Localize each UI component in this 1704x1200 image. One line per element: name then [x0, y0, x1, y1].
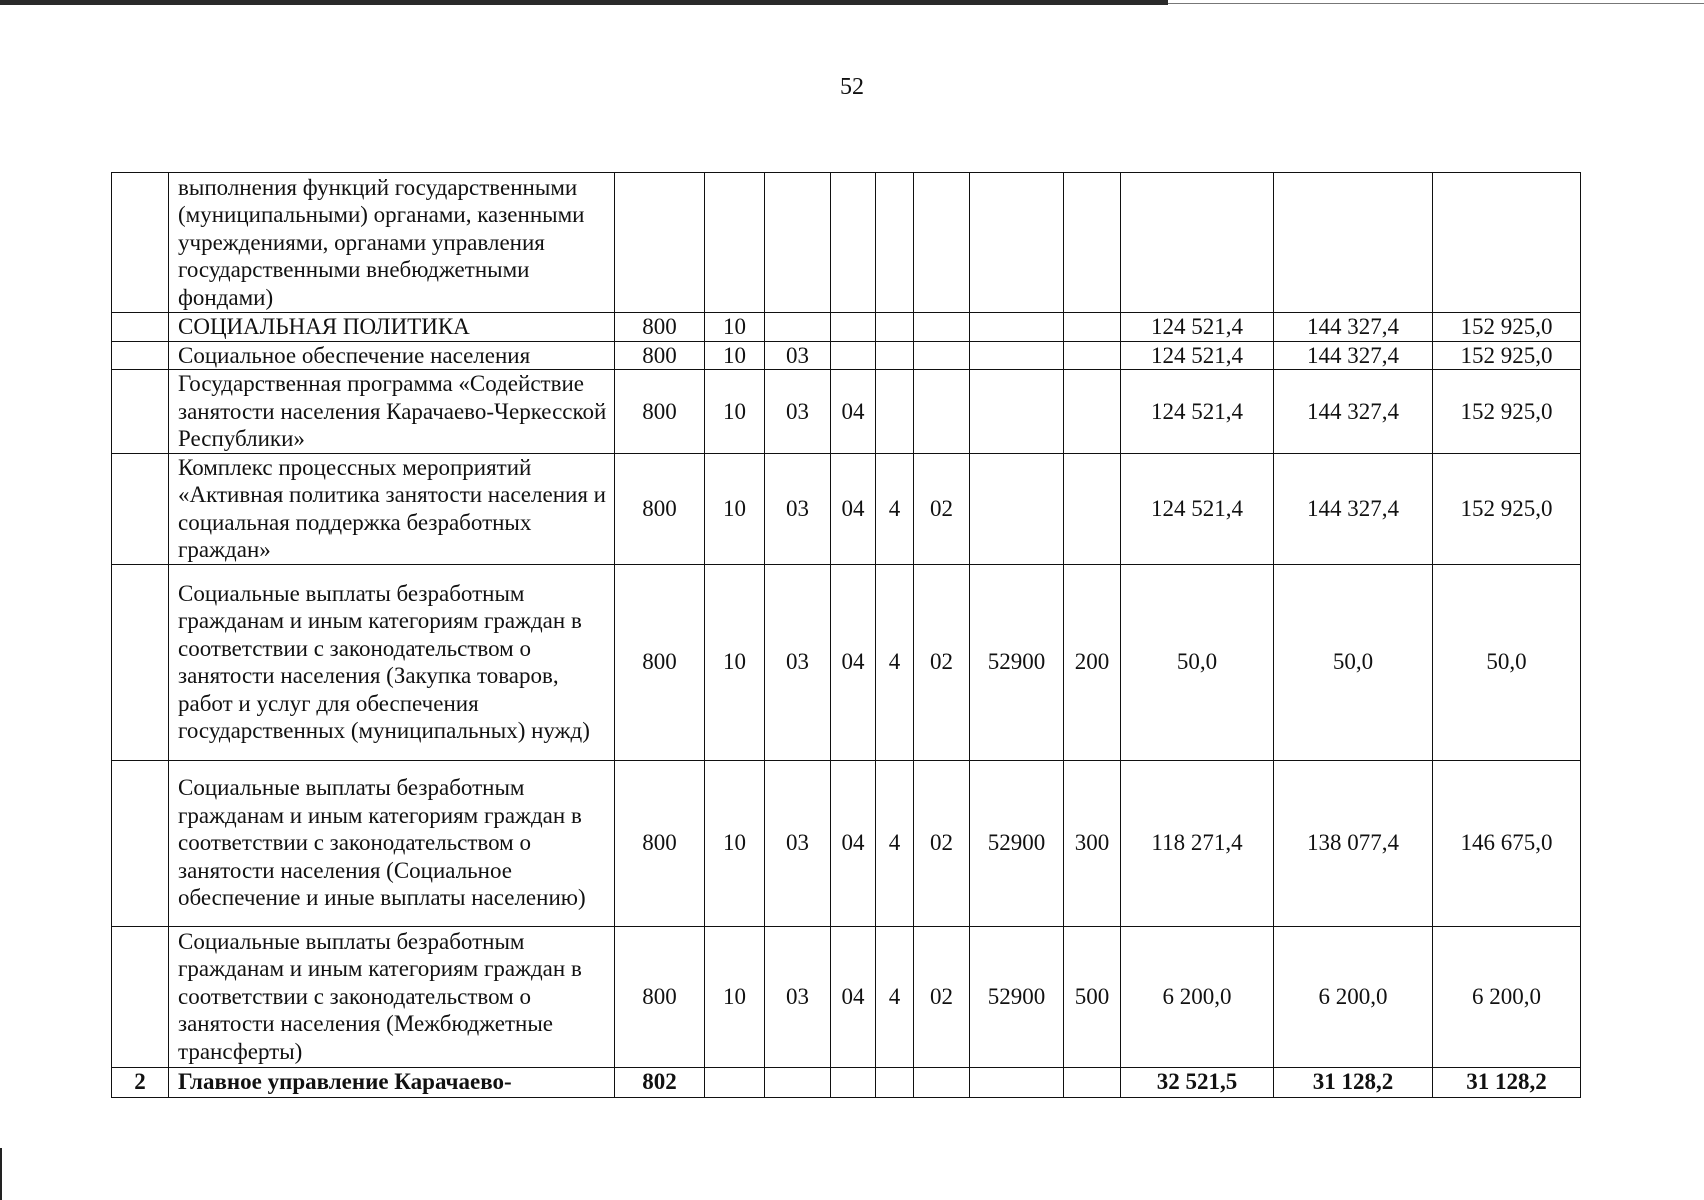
scan-top-border-thin [1168, 3, 1704, 4]
direction-code-cell [970, 370, 1064, 454]
program-code-cell [831, 1067, 876, 1097]
program-type-code-cell [876, 1067, 914, 1097]
activity-code-cell: 02 [914, 453, 970, 564]
row-index-cell [112, 341, 169, 370]
program-type-code-cell: 4 [876, 453, 914, 564]
section-code-cell [705, 173, 765, 313]
program-code-cell: 04 [831, 760, 876, 926]
program-code-cell [831, 341, 876, 370]
section-code-cell: 10 [705, 453, 765, 564]
scan-edge-mark [0, 1148, 2, 1200]
page-number: 52 [840, 74, 864, 100]
row-index-cell [112, 173, 169, 313]
ministry-code-cell: 800 [615, 760, 705, 926]
amount-year2-cell: 31 128,2 [1274, 1067, 1433, 1097]
program-type-code-cell [876, 341, 914, 370]
table-row [112, 564, 1581, 760]
direction-code-cell [970, 453, 1064, 564]
item-name-cell: Комплекс процессных мероприятий «Активная политика занятости населения и социальная поддержка безработных граждан» [169, 453, 615, 564]
row-index-cell [112, 760, 169, 926]
expense-type-code-cell [1064, 313, 1121, 342]
amount-year3-cell: 152 925,0 [1433, 341, 1581, 370]
expense-type-code-cell: 200 [1064, 564, 1121, 760]
subsection-code-cell: 03 [765, 926, 831, 1067]
program-type-code-cell [876, 173, 914, 313]
expense-type-code-cell: 300 [1064, 760, 1121, 926]
amount-year3-cell: 31 128,2 [1433, 1067, 1581, 1097]
amount-year2-cell: 144 327,4 [1274, 453, 1433, 564]
item-name-cell: Социальные выплаты безработным гражданам и иным категориям граждан в соответствии с законодательством о занятости населения (Закупка товаров, работ и услуг для обеспечения государственных (муниципальных) нужд) [169, 564, 615, 760]
section-code-cell: 10 [705, 926, 765, 1067]
row-index-cell [112, 453, 169, 564]
budget-table [111, 172, 1581, 1098]
ministry-code-cell: 800 [615, 313, 705, 342]
item-name-cell: Социальные выплаты безработным гражданам и иным категориям граждан в соответствии с законодательством о занятости населения (Межбюджетные трансферты) [169, 926, 615, 1067]
table-row [112, 173, 1581, 313]
amount-year2-cell: 50,0 [1274, 564, 1433, 760]
expense-type-code-cell [1064, 173, 1121, 313]
amount-year2-cell: 144 327,4 [1274, 341, 1433, 370]
subsection-code-cell: 03 [765, 370, 831, 454]
subsection-code-cell [765, 1067, 831, 1097]
program-code-cell: 04 [831, 564, 876, 760]
item-name-cell: выполнения функций государственными (муниципальными) органами, казенными учреждениями, органами управления государственными внебюджетными фондами) [169, 173, 615, 313]
expense-type-code-cell: 500 [1064, 926, 1121, 1067]
direction-code-cell: 52900 [970, 564, 1064, 760]
scan-top-border [0, 0, 1168, 5]
item-name-cell: Главное управление Карачаево- [169, 1067, 615, 1097]
expense-type-code-cell [1064, 341, 1121, 370]
program-type-code-cell [876, 370, 914, 454]
amount-year2-cell: 144 327,4 [1274, 313, 1433, 342]
section-code-cell: 10 [705, 341, 765, 370]
table-row [112, 370, 1581, 454]
amount-year3-cell: 6 200,0 [1433, 926, 1581, 1067]
amount-year1-cell: 124 521,4 [1121, 453, 1274, 564]
row-index-cell [112, 370, 169, 454]
amount-year3-cell: 152 925,0 [1433, 453, 1581, 564]
direction-code-cell [970, 341, 1064, 370]
ministry-code-cell: 800 [615, 926, 705, 1067]
section-code-cell: 10 [705, 370, 765, 454]
direction-code-cell: 52900 [970, 760, 1064, 926]
program-type-code-cell: 4 [876, 760, 914, 926]
direction-code-cell [970, 313, 1064, 342]
amount-year3-cell: 146 675,0 [1433, 760, 1581, 926]
subsection-code-cell [765, 313, 831, 342]
program-code-cell: 04 [831, 926, 876, 1067]
program-code-cell [831, 313, 876, 342]
direction-code-cell: 52900 [970, 926, 1064, 1067]
activity-code-cell [914, 313, 970, 342]
item-name-cell: СОЦИАЛЬНАЯ ПОЛИТИКА [169, 313, 615, 342]
activity-code-cell [914, 1067, 970, 1097]
amount-year1-cell: 50,0 [1121, 564, 1274, 760]
amount-year3-cell: 152 925,0 [1433, 313, 1581, 342]
table-row [112, 1067, 1581, 1097]
subsection-code-cell [765, 173, 831, 313]
item-name-cell: Социальные выплаты безработным гражданам и иным категориям граждан в соответствии с законодательством о занятости населения (Социальное обеспечение и иные выплаты населению) [169, 760, 615, 926]
expense-type-code-cell [1064, 453, 1121, 564]
ministry-code-cell: 800 [615, 370, 705, 454]
section-code-cell: 10 [705, 760, 765, 926]
table-row [112, 313, 1581, 342]
subsection-code-cell: 03 [765, 564, 831, 760]
direction-code-cell [970, 173, 1064, 313]
row-index-cell: 2 [112, 1067, 169, 1097]
expense-type-code-cell [1064, 370, 1121, 454]
activity-code-cell: 02 [914, 926, 970, 1067]
item-name-cell: Социальное обеспечение населения [169, 341, 615, 370]
table-row [112, 341, 1581, 370]
activity-code-cell: 02 [914, 760, 970, 926]
program-type-code-cell [876, 313, 914, 342]
row-index-cell [112, 926, 169, 1067]
row-index-cell [112, 564, 169, 760]
amount-year1-cell: 124 521,4 [1121, 370, 1274, 454]
row-index-cell [112, 313, 169, 342]
amount-year1-cell: 124 521,4 [1121, 313, 1274, 342]
ministry-code-cell: 800 [615, 564, 705, 760]
subsection-code-cell: 03 [765, 341, 831, 370]
activity-code-cell [914, 341, 970, 370]
ministry-code-cell: 800 [615, 341, 705, 370]
amount-year2-cell [1274, 173, 1433, 313]
amount-year2-cell: 144 327,4 [1274, 370, 1433, 454]
activity-code-cell: 02 [914, 564, 970, 760]
table-row [112, 926, 1581, 1067]
program-type-code-cell: 4 [876, 926, 914, 1067]
activity-code-cell [914, 173, 970, 313]
program-type-code-cell: 4 [876, 564, 914, 760]
ministry-code-cell: 800 [615, 453, 705, 564]
program-code-cell: 04 [831, 370, 876, 454]
subsection-code-cell: 03 [765, 760, 831, 926]
section-code-cell [705, 1067, 765, 1097]
section-code-cell: 10 [705, 313, 765, 342]
table-row [112, 760, 1581, 926]
amount-year2-cell: 6 200,0 [1274, 926, 1433, 1067]
amount-year3-cell: 152 925,0 [1433, 370, 1581, 454]
amount-year3-cell: 50,0 [1433, 564, 1581, 760]
amount-year1-cell: 118 271,4 [1121, 760, 1274, 926]
expense-type-code-cell [1064, 1067, 1121, 1097]
amount-year1-cell: 32 521,5 [1121, 1067, 1274, 1097]
activity-code-cell [914, 370, 970, 454]
amount-year3-cell [1433, 173, 1581, 313]
program-code-cell: 04 [831, 453, 876, 564]
section-code-cell: 10 [705, 564, 765, 760]
subsection-code-cell: 03 [765, 453, 831, 564]
amount-year1-cell: 6 200,0 [1121, 926, 1274, 1067]
item-name-cell: Государственная программа «Содействие занятости населения Карачаево-Черкесской Республики» [169, 370, 615, 454]
amount-year2-cell: 138 077,4 [1274, 760, 1433, 926]
table-row [112, 453, 1581, 564]
amount-year1-cell: 124 521,4 [1121, 341, 1274, 370]
direction-code-cell [970, 1067, 1064, 1097]
amount-year1-cell [1121, 173, 1274, 313]
program-code-cell [831, 173, 876, 313]
ministry-code-cell: 802 [615, 1067, 705, 1097]
ministry-code-cell [615, 173, 705, 313]
